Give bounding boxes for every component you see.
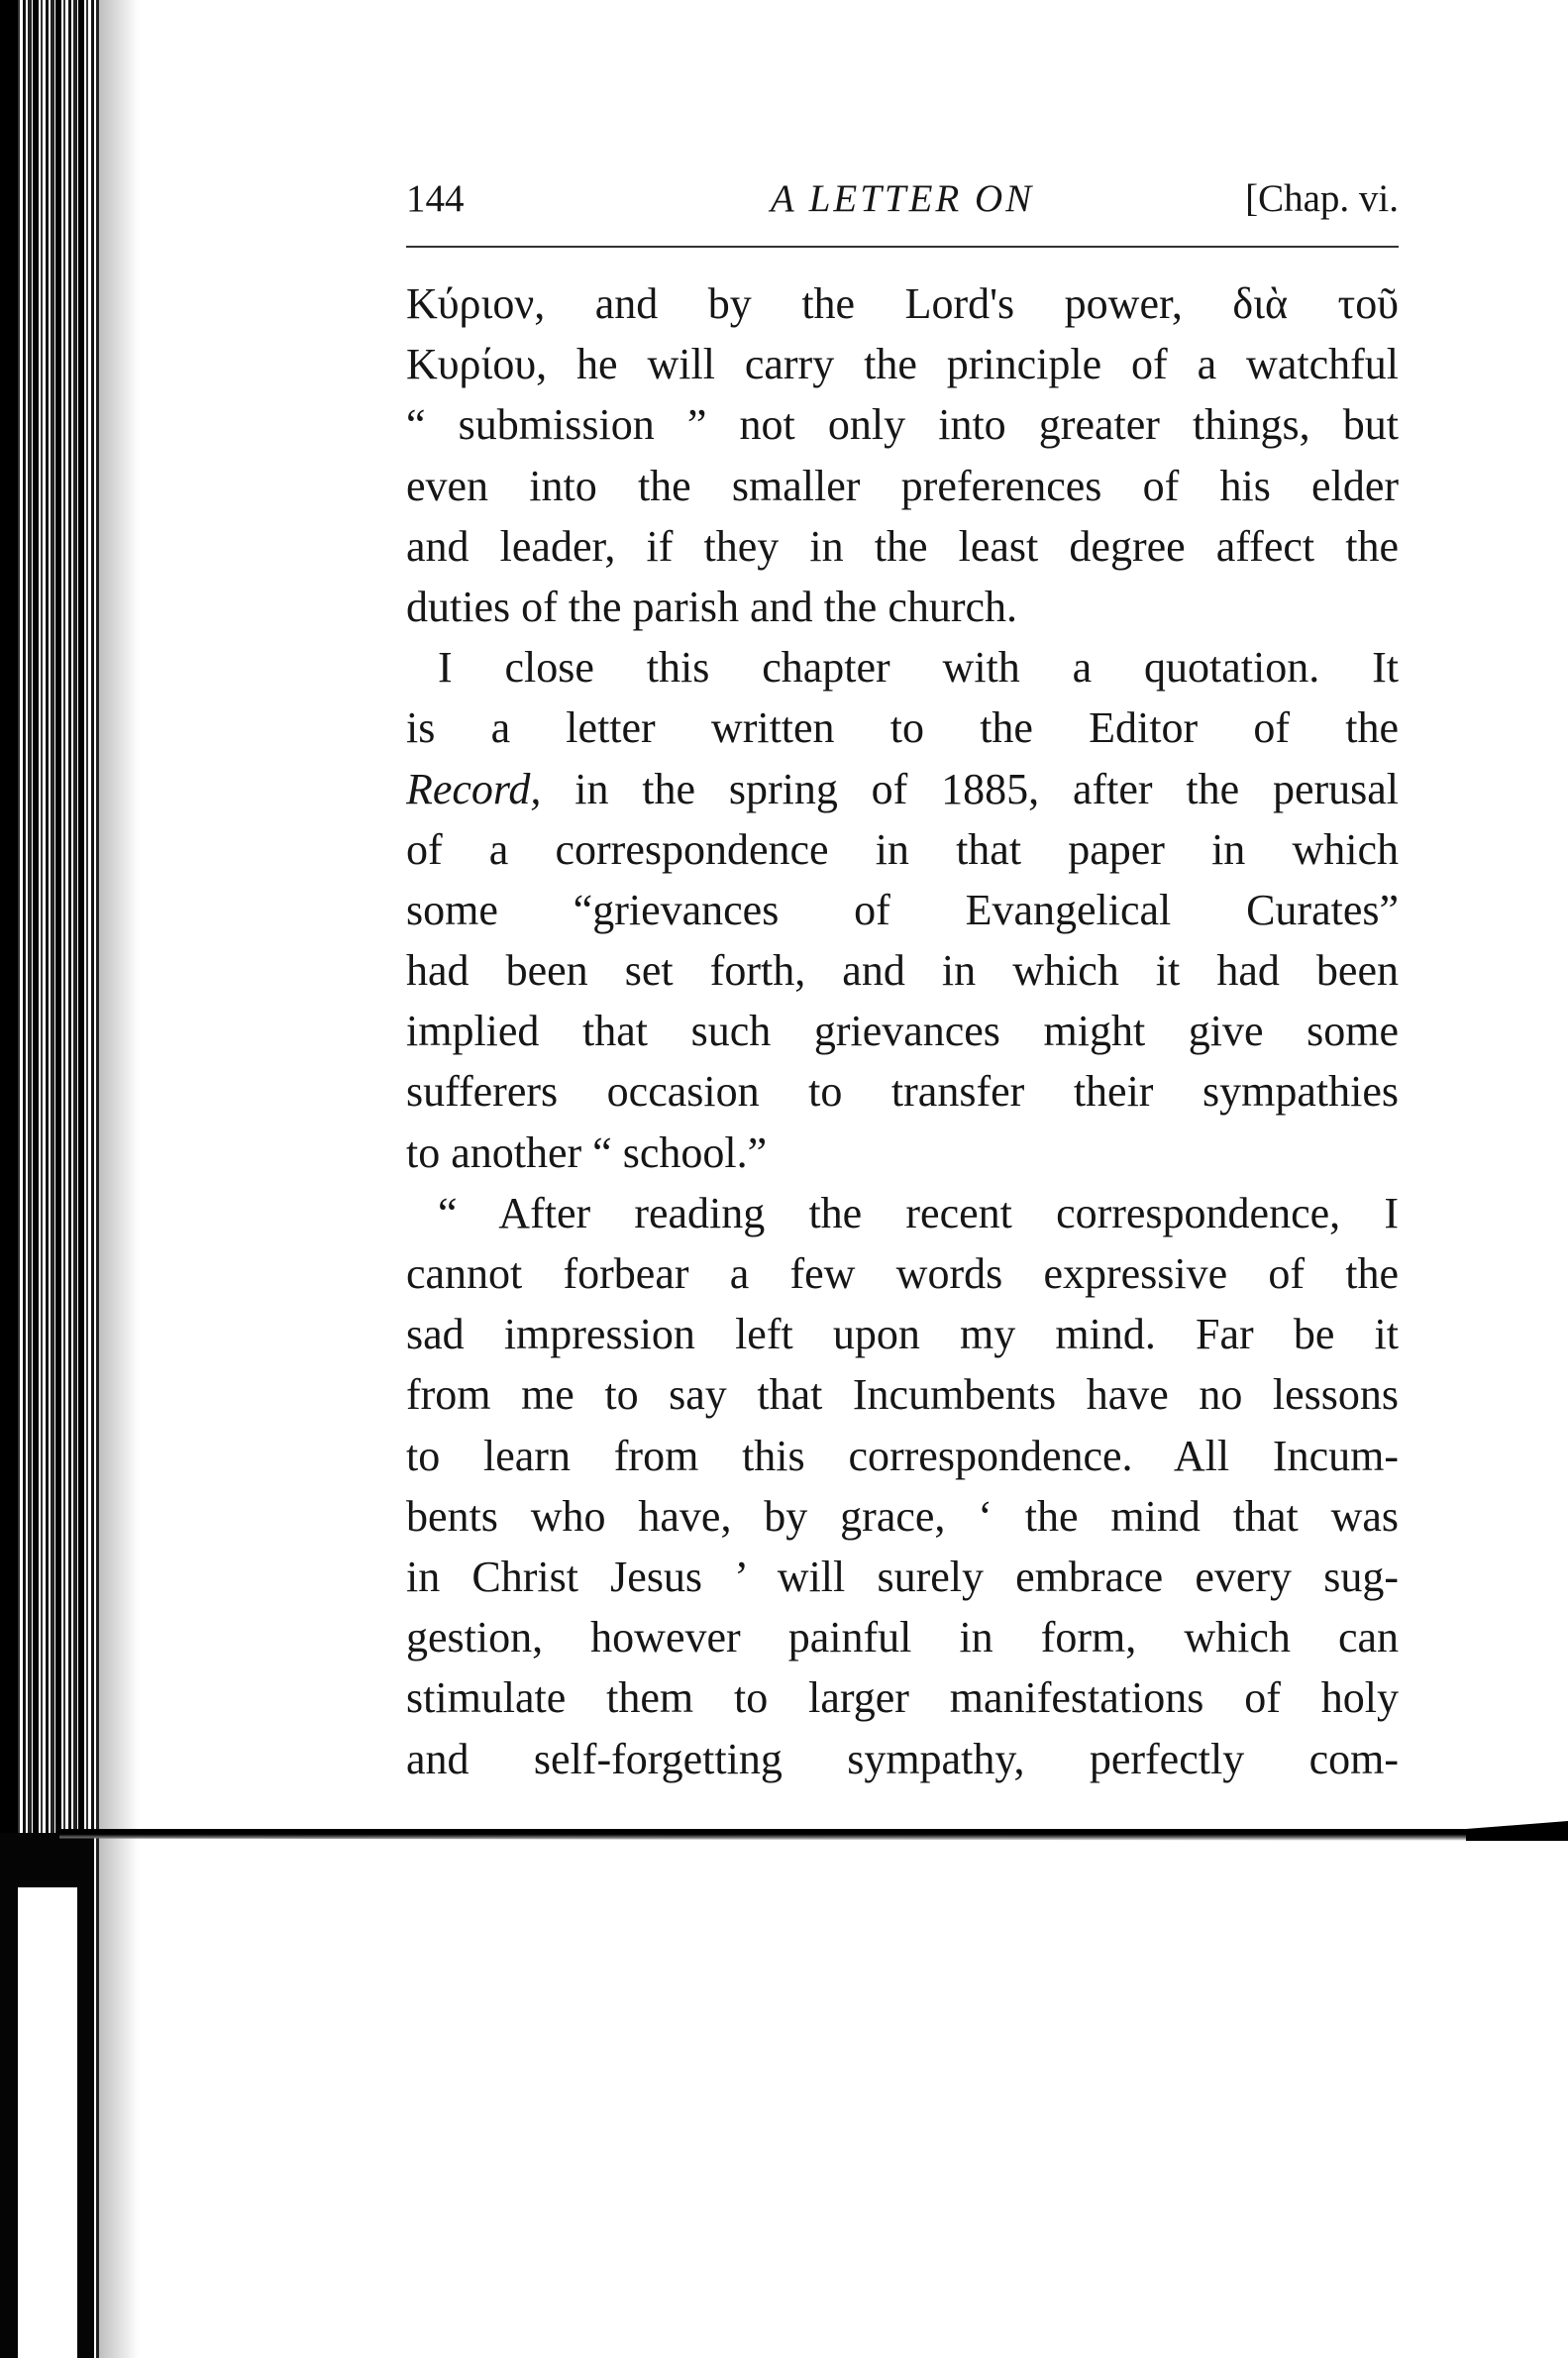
text-line: to learn from this correspondence. All Incum-	[406, 1431, 1399, 1480]
chapter-label: [Chap. vi.	[1245, 177, 1399, 220]
text-line: stimulate them to larger manifestations of holy	[406, 1673, 1399, 1723]
text-line: had been set forth, and in which it had been	[406, 946, 1399, 996]
text-line: “ submission ” not only into greater things, but	[406, 400, 1399, 450]
page-bottom-edge	[59, 1829, 1568, 1841]
text-line: Κυρίου, he will carry the principle of a watchful	[406, 340, 1399, 389]
running-header	[406, 176, 1399, 236]
text-line: sad impression left upon my mind. Far be it	[406, 1310, 1399, 1359]
text-line: implied that such grievances might give some	[406, 1007, 1399, 1056]
text-line: Κύριον, and by the Lord's power, διὰ τοῦ	[406, 279, 1399, 328]
text-line: cannot forbear a few words expressive of the	[406, 1249, 1399, 1298]
text-line: gestion, however painful in form, which can	[406, 1613, 1399, 1662]
record-line	[406, 759, 1399, 819]
text-line: sufferers occasion to transfer their sympathies	[406, 1067, 1399, 1117]
text-line: to another “ school.”	[406, 1127, 768, 1177]
text-line: bents who have, by grace, ‘ the mind that was	[406, 1491, 1399, 1541]
text-line: from me to say that Incumbents have no lessons	[406, 1370, 1399, 1420]
binding-bottom-gap	[18, 1887, 77, 2358]
body-text	[406, 273, 1399, 1789]
page-number: 144	[406, 177, 465, 220]
text-line: some “grievances of Evangelical Curates”	[406, 885, 1399, 934]
paragraph-start-line: I close this chapter with a quotation. It	[438, 643, 1399, 693]
gutter-shadow	[99, 0, 139, 2358]
header-rule	[406, 246, 1399, 248]
record-title: Record,	[406, 764, 542, 813]
page-corner-edge	[1466, 1821, 1568, 1841]
text-line: duties of the parish and the church.	[406, 582, 1018, 631]
text-line: and self-forgetting sympathy, perfectly com-	[406, 1734, 1399, 1783]
record-line-rest: in the spring of 1885, after the perusal	[541, 764, 1399, 813]
text-line: is a letter written to the Editor of the	[406, 703, 1399, 753]
running-title: A LETTER ON	[770, 177, 1035, 220]
text-line: of a correspondence in that paper in which	[406, 824, 1399, 874]
paragraph-start-line: “ After reading the recent correspondence, I	[438, 1188, 1399, 1237]
text-line: and leader, if they in the least degree affect the	[406, 521, 1399, 571]
text-line: in Christ Jesus ’ will surely embrace every sug-	[406, 1552, 1399, 1601]
text-line: even into the smaller preferences of his elder	[406, 461, 1399, 510]
